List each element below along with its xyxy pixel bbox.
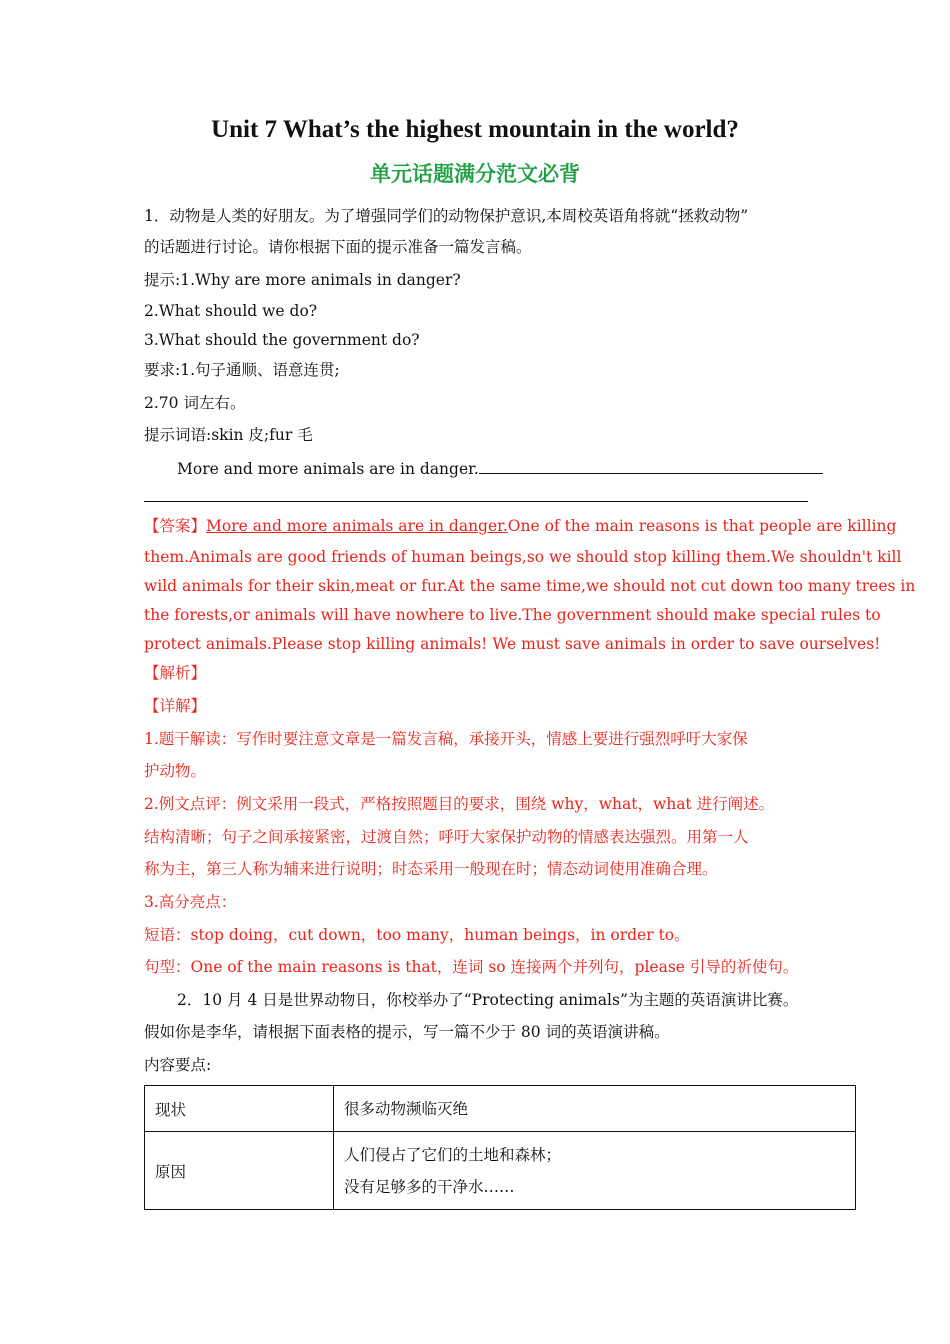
q1-hint-3: 3.What should the government do? <box>144 331 420 349</box>
q2-points-label: 内容要点: <box>144 1056 212 1074</box>
q2-prompt-line-2: 假如你是李华，请根据下面表格的提示，写一篇不少于 80 词的英语演讲稿。 <box>144 1023 670 1041</box>
table-cell-head: 现状 <box>145 1086 334 1132</box>
table-cell <box>334 1132 856 1210</box>
detail-2-line-2: 结构清晰；句子之间承接紧密，过渡自然；呼吁大家保护动物的情感表达强烈。用第一人 <box>144 828 749 846</box>
page-subtitle: 单元话题满分范文必背 <box>370 161 580 186</box>
analysis-label: 【解析】 <box>144 664 207 682</box>
answer-line-2: them.Animals are good friends of human beings,so we should stop killing them.We shouldn't kill <box>144 548 902 566</box>
table-row <box>145 1132 856 1210</box>
answer-blank <box>479 457 823 474</box>
q1-starter-sentence: More and more animals are in danger. <box>177 460 479 478</box>
table-cell-line: 没有足够多的干净水…… <box>344 1177 515 1196</box>
answer-line-4: the forests,or animals will have nowhere to live.The government should make special rules to <box>144 606 881 624</box>
page-title: Unit 7 What’s the highest mountain in the world? <box>211 116 739 143</box>
table-cell-line: 人们侵占了它们的土地和森林； <box>344 1145 562 1164</box>
detail-2-line-1: 2.例文点评：例文采用一段式，严格按照题目的要求，围绕 why，what，what 进行阐述。 <box>144 795 775 813</box>
detail-1-line-2: 护动物。 <box>144 762 207 780</box>
q1-hint-words: 提示词语:skin 皮;fur 毛 <box>144 426 313 444</box>
q1-prompt-line-1: 1．动物是人类的好朋友。为了增强同学们的动物保护意识,本周校英语角将就“拯救动物” <box>144 207 749 225</box>
detail-2-line-3: 称为主，第三人称为辅来进行说明；时态采用一般现在时；情态动词使用准确合理。 <box>144 860 718 878</box>
table-cell-line: 很多动物濒临灭绝 <box>344 1099 469 1118</box>
detail-patterns: 句型：One of the main reasons is that，连词 so 连接两个并列句，please 引导的祈使句。 <box>144 958 799 976</box>
answer-line-1 <box>144 516 897 536</box>
detail-label: 【详解】 <box>144 697 207 715</box>
answer-line-5: protect animals.Please stop killing animals! We must save animals in order to save ourselves! <box>144 635 881 653</box>
answer-underlined-start: More and more animals are in danger. <box>206 517 508 535</box>
q1-hint-1: 提示:1.Why are more animals in danger? <box>144 271 461 289</box>
q1-starter-line <box>177 457 841 479</box>
q1-requirement-2: 2.70 词左右。 <box>144 394 246 412</box>
detail-phrases: 短语：stop doing，cut down，too many，human beings，in order to。 <box>144 926 690 944</box>
answer-label: 【答案】 <box>144 517 207 535</box>
detail-3-heading: 3.高分亮点： <box>144 893 237 911</box>
q1-hint-2: 2.What should we do? <box>144 302 318 320</box>
q2-prompt-line-1: 2．10 月 4 日是世界动物日，你校举办了“Protecting animals”为主题的英语演讲比赛。 <box>177 991 799 1009</box>
table-cell <box>334 1086 856 1132</box>
content-points-table <box>144 1085 856 1210</box>
table-cell-head: 原因 <box>145 1132 334 1210</box>
q1-requirement-1: 要求:1.句子通顺、语意连贯; <box>144 361 340 379</box>
answer-blank-line <box>144 501 808 502</box>
answer-line-3: wild animals for their skin,meat or fur.At the same time,we should not cut down too many trees in <box>144 577 916 595</box>
answer-line-1-rest: One of the main reasons is that people are killing <box>507 517 897 535</box>
table-row <box>145 1086 856 1132</box>
detail-1-line-1: 1.题干解读：写作时要注意文章是一篇发言稿，承接开头，情感上要进行强烈呼吁大家保 <box>144 730 748 748</box>
q1-prompt-line-2: 的话题进行讨论。请你根据下面的提示准备一篇发言稿。 <box>144 238 532 256</box>
